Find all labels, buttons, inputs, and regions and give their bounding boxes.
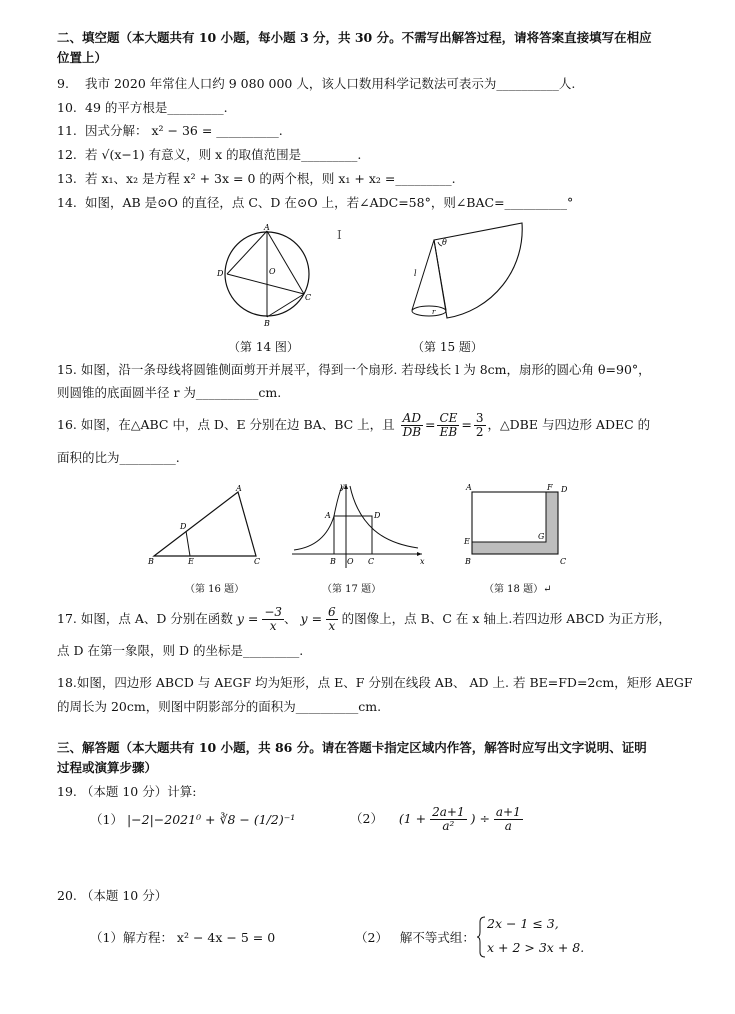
label-A: A [466,483,472,492]
label-B: B [330,557,336,566]
label-x: x [420,557,425,566]
question-12: 12. 若 √(x−1) 有意义，则 x 的取值范围是_________. [57,147,362,162]
brace-icon [476,916,486,958]
figure-17 [290,480,430,570]
label-O: O [269,267,276,276]
question-17-line1: 17. 如图，点 A、D 分别在函数 y = $\frac{-3}{x}$ 、 y = $\frac{6}{x}$ 的图像上，点 B、C 在 x 轴上.若四边形 ABCD 为正方形， [57,605,671,633]
question-20-title: 20. （本题 10 分） [57,888,168,903]
label-D: D [374,511,381,520]
text-cursor-icon: I [337,228,342,242]
label-D: D [217,269,224,278]
caption-fig-14: （第 14 图） [228,340,299,354]
label-F: F [547,483,553,492]
label-E: E [188,557,194,566]
caption-fig-16: （第 16 题） [185,584,245,595]
label-G: G [538,532,545,541]
question-16-line1: 16. 如图，在△ABC 中，点 D、E 分别在边 BA、BC 上，且 $\frac{AD}{DB}$ = $\frac{CE}{EB}$ = $\frac{3}{2}$ ，△DBE 与四边形 ADEC 的 [57,411,651,439]
figure-16 [146,484,266,568]
section-heading: 三、解答题（本大题共有 10 小题，共 86 分。请在答题卡指定区域内作答，解答时应写出文字说明、证明 [57,740,647,755]
question-20-part1: （1）解方程： x² − 4x − 5 = 0 [90,930,276,945]
question-19-title: 19. （本题 10 分）计算: [57,784,197,799]
question-10: 10. 49 的平方根是_________. [57,100,228,115]
label-D: D [561,485,568,494]
label-O: O [347,557,354,566]
question-9: 9. 我市 2020 年常住人口约 9 080 000 人，该人口数用科学记数法可表示为__________人. [57,76,576,91]
question-19-part1: （1） |−2|−2021⁰ + ∛8 − (1/2)⁻¹ [90,812,296,827]
label-B: B [148,557,154,566]
question-18-line1: 18.如图，四边形 ABCD 与 AEGF 均为矩形，点 E、F 分别在线段 AB、 AD 上. 若 BE=FD=2cm，矩形 AEGF [57,675,693,690]
inequality-1: 2x − 1 ≤ 3, [487,916,559,931]
caption-fig-15: （第 15 题） [412,340,483,354]
label-theta: θ [442,238,447,247]
label-B: B [465,557,471,566]
caption-fig-17: （第 17 题） [322,584,382,595]
question-13: 13. 若 x₁、x₂ 是方程 x² + 3x = 0 的两个根，则 x₁ + x₂ =_________. [57,171,456,186]
question-15-line2: 则圆锥的底面圆半径 r 为__________cm. [57,385,282,400]
label-A: A [264,223,270,232]
label-E: E [464,537,470,546]
section-heading-cont: 位置上） [57,50,108,65]
section-heading: 二、填空题（本大题共有 10 小题，每小题 3 分，共 30 分。不需写出解答过程，请将答案直接填写在相应 [57,30,652,45]
label-A: A [236,484,242,493]
section-heading-cont: 过程或演算步骤） [57,760,158,775]
label-B: B [264,319,270,328]
label-C: C [305,293,312,302]
question-18-line2: 的周长为 20cm，则图中阴影部分的面积为__________cm. [57,699,382,714]
question-14: 14. 如图，AB 是⊙O 的直径，点 C、D 在⊙O 上，若∠ADC=58°，则∠BAC=__________° [57,195,574,210]
label-l: l [414,269,417,278]
label-C: C [368,557,375,566]
label-A: A [325,511,331,520]
question-20-part2: （2） 解不等式组： [355,930,475,945]
label-C: C [254,557,261,566]
question-15-line1: 15. 如图，沿一条母线将圆锥侧面剪开并展平，得到一个扇形. 若母线长 l 为 8cm，扇形的圆心角 θ=90°， [57,362,651,377]
label-D: D [180,522,187,531]
question-16-line2: 面积的比为_________. [57,450,180,465]
figure-15 [402,218,532,328]
label-r: r [432,308,436,316]
question-11: 11. 因式分解： x² − 36 = __________. [57,123,283,138]
inequality-2: x + 2 > 3x + 8. [487,940,585,955]
figure-14 [212,222,322,330]
question-19-part2: （2） (1 + $\frac{2a+1}{\text{a²}}$ ) ÷ $\frac{a+1}{a}$ [350,805,521,833]
label-C: C [560,557,567,566]
question-17-line2: 点 D 在第一象限，则 D 的坐标是_________. [57,643,304,658]
caption-fig-18: （第 18 题）↵ [484,584,552,595]
label-y: y [340,482,345,491]
figure-18 [460,482,580,568]
